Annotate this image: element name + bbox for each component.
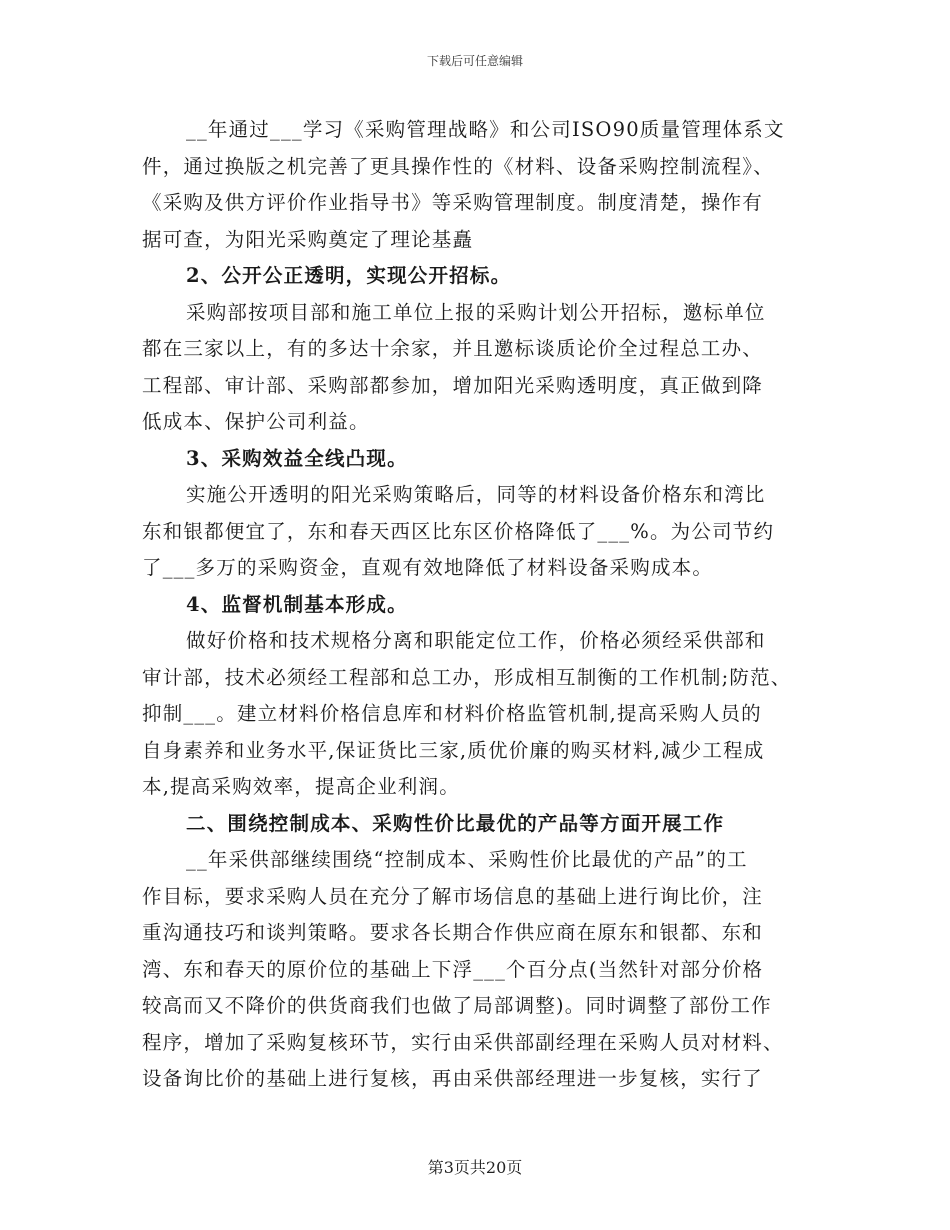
paragraph-line: 抑制___。建立材料价格信息库和材料价格监管机制,提高采购人员的: [142, 702, 762, 725]
paragraph-line: 较高而又不降价的供货商我们也做了局部调整)。同时调整了部份工作: [142, 994, 772, 1017]
section-heading: 3、采购效益全线凸现。: [186, 446, 408, 470]
paragraph-line: 工程部、审计部、采购部都参加，增加阳光采购透明度，真正做到降: [142, 373, 764, 397]
page-header: 下载后可任意编辑: [426, 54, 523, 68]
paragraph-line: 件，通过换版之机完善了更具操作性的《材料、设备采购控制流程》、: [142, 154, 774, 178]
paragraph-line: __年采供部继续围绕“控制成本、采购性价比最优的产品”的工: [186, 848, 748, 871]
paragraph-line: 审计部，技术必须经工程部和总工办，形成相互制衡的工作机制;防范、: [142, 665, 792, 689]
paragraph-line: 低成本、保护公司利益。: [142, 410, 370, 433]
paragraph-line: 重沟通技巧和谈判策略。要求各长期合作供应商在原东和银都、东和: [142, 921, 764, 944]
paragraph-line: 做好价格和技术规格分离和职能定位工作，价格必须经采供部和: [186, 629, 766, 652]
paragraph-line: 设备询比价的基础上进行复核，再由采供部经理进一步复核，实行了: [142, 1067, 764, 1090]
paragraph-line: 采购部按项目部和施工单位上报的采购计划公开招标，邀标单位: [186, 300, 766, 324]
paragraph-line: 东和银都便宜了，东和春天西区比东区价格降低了___%。为公司节约: [142, 519, 775, 543]
paragraph-line: 实施公开透明的阳光采购策略后，同等的材料设备价格东和湾比: [186, 483, 766, 506]
paragraph-line: 程序，增加了采购复核环节，实行由采供部副经理在采购人员对材料、: [142, 1030, 784, 1054]
page-number: 第3页共20页: [427, 1158, 523, 1177]
paragraph-line: 《采购及供方评价作业指导书》等采购管理制度。制度清楚，操作有: [142, 191, 764, 214]
paragraph-line: __年通过___学习《采购管理战略》和公司ISO90质量管理体系文: [186, 118, 785, 141]
paragraph-line: 本,提高采购效率，提高企业利润。: [142, 775, 460, 798]
paragraph-line: 作目标，要求采购人员在充分了解市场信息的基础上进行询比价，注: [142, 884, 764, 908]
paragraph-line: 自身素养和业务水平,保证货比三家,质优价廉的购买材料,减少工程成: [142, 738, 765, 762]
paragraph-line: 都在三家以上，有的多达十余家，并且邀标谈质论价全过程总工办、: [142, 337, 764, 360]
document-body: [142, 112, 810, 1098]
paragraph-line: 了___多万的采购资金，直观有效地降低了材料设备采购成本。: [142, 556, 714, 579]
section-heading: 2、公开公正透明，实现公开招标。: [186, 264, 512, 287]
section-heading: 二、围绕控制成本、采购性价比最优的产品等方面开展工作: [186, 811, 725, 835]
paragraph-line: 湾、东和春天的原价位的基础上下浮___个百分点(当然针对部分价格: [142, 957, 764, 981]
paragraph-line: 据可查，为阳光采购奠定了理论基矗: [142, 227, 474, 251]
section-heading: 4、监督机制基本形成。: [186, 592, 408, 616]
